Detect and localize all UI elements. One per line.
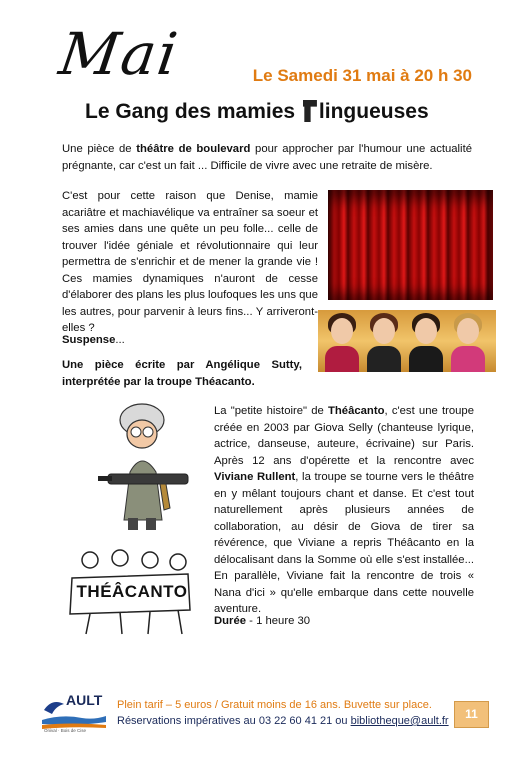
duration-value: - 1 heure 30 (246, 615, 311, 627)
event-title (85, 100, 429, 124)
pistol-icon (303, 100, 317, 122)
suspense-bold: Suspense (62, 334, 116, 346)
event-date: Le Samedi 31 mai à 20 h 30 (252, 66, 472, 85)
red-curtain-image (328, 190, 493, 300)
page-number: 11 (454, 701, 489, 728)
history-bold-d: Viviane Rullent (214, 471, 296, 483)
history-text-c: , c'est une troupe créée en 2003 par Giova Selly (chanteuse lyrique, actrice, danseuse, auteure, écrivaine) sur Paris. Après 12 ans d'opérette et la rencontre avec (214, 405, 474, 467)
duration-label: Durée (214, 615, 247, 627)
month-heading: Mai (55, 20, 184, 88)
suspense-line (62, 332, 125, 349)
footer-info (117, 697, 449, 729)
intro-paragraph (62, 141, 472, 174)
reservation-line (117, 713, 449, 729)
suspense-rest: ... (115, 334, 125, 346)
intro-text-2: pour approcher par l'humour une actualité prégnante, car c'est un fait ... Difficile de vivre avec une retraite de misère. (62, 143, 472, 172)
intro-bold: théâtre de boulevard (136, 143, 251, 155)
history-text-a: La "petite histoire" de (214, 405, 328, 417)
granny-with-gun-illustration (90, 400, 198, 535)
duration-line (214, 613, 310, 630)
email-link[interactable]: bibliotheque@ault.fr (350, 715, 449, 727)
price-line: Plein tarif – 5 euros / Gratuit moins de 16 ans. Buvette sur place. (117, 699, 432, 711)
reservation-text: Réservations impératives au 03 22 60 41 21 ou (117, 715, 351, 727)
title-text-2: lingueuses (318, 100, 429, 123)
theacanto-logo (60, 548, 200, 638)
theacanto-logo-text: THÉÂCANTO (76, 582, 188, 601)
history-paragraph (214, 403, 474, 618)
story-paragraph: C'est pour cette raison que Denise, mamie acariâtre et machiavélique va entraîner sa soeur et ses amies dans une quête un peu folle... celle de trouver l'idée géniale et révolutionnaire qui leur permettra de s'enrichir et de mener la grande vie ! Ces mamies dynamiques n'auront de cesse d'élaborer des plans les plus loufoques les uns que les autres, pour parvenir à leurs fins... Y arriveront-elles ? (62, 190, 318, 334)
history-text-e: , la troupe se tourne vers le théâtre en y mêlant toujours chant et danse. Et c'est tout naturellement après plusieurs années de collaboration, au désir de Giova de tirer sa révérence, que Viviane a repris Théâcanto en la délocalisant dans la Somme où elle s'est installée... En parallèle, Viviane fait la rencontre de trois « Nana d'ici » qu'elle embarque dans cette nouvelle aventure. (214, 471, 474, 615)
author-paragraph: Une pièce écrite par Angélique Sutty, interprétée par la troupe Théacanto. (62, 359, 302, 388)
title-text-1: Le Gang des mamies (85, 100, 301, 123)
ault-logo (42, 692, 107, 732)
group-photo (318, 310, 496, 372)
ault-brand: AULT (66, 692, 103, 708)
intro-text-1: Une pièce de (62, 143, 137, 155)
ault-sub: Onival · Bois de Cise (44, 728, 87, 733)
history-bold-b: Théâcanto (328, 405, 385, 417)
